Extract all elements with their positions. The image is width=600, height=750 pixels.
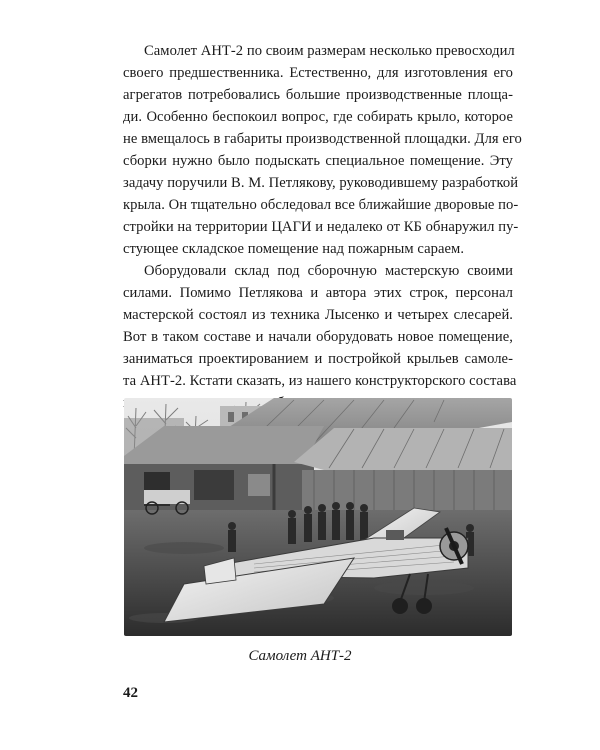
person [360, 504, 368, 540]
shed-door [194, 470, 234, 500]
person [332, 502, 340, 540]
hangar-roof [294, 428, 512, 470]
text-line: агрегатов потребовались большие производственные площа- [123, 87, 513, 103]
text-line: своего предшественника. Естественно, для изготовления его [123, 65, 513, 81]
person [346, 502, 354, 540]
text-line: крыла. Он тщательно обследовал все ближайшие дворовые по- [123, 197, 519, 213]
window [228, 412, 234, 422]
text-line: сборки нужно было подыскать специальное помещение. Эту [123, 153, 513, 169]
aircraft-photo [124, 398, 512, 636]
page-number: 42 [123, 685, 138, 701]
wheel [392, 598, 408, 614]
wheel [416, 598, 432, 614]
text-line: ди. Особенно беспокоил вопрос, где собирать крыло, которое [123, 109, 513, 125]
person [288, 510, 296, 544]
text-line: задачу поручили В. М. Петлякову, руководившему разработкой [123, 175, 519, 191]
text-line: силами. Помимо Петлякова и автора этих строк, персонал [123, 285, 513, 301]
text-line: та АНТ-2. Кстати сказать, из нашего конструкторского состава [123, 373, 517, 389]
person [304, 506, 312, 542]
body-text [123, 40, 522, 414]
cockpit [386, 530, 404, 540]
photo-caption: Самолет АНТ-2 [248, 648, 352, 664]
text-line: не вмещалось в габариты производственной площадки. Для его [123, 131, 522, 147]
text-line: Самолет АНТ-2 по своим размерам несколько превосходил [144, 43, 515, 59]
text-line: заниматься проектированием и постройкой крыльев самоле- [123, 351, 513, 367]
person [318, 504, 326, 540]
shed-window [248, 474, 270, 496]
text-line: Оборудовали склад под сборочную мастерскую своими [144, 263, 513, 279]
text-line: стующее складское помещение над пожарным сараем. [123, 241, 465, 257]
person [228, 522, 236, 552]
text-line: Вот в таком составе и начали оборудовать новое помещение, [123, 329, 513, 345]
text-line: мастерской состоял из техника Лысенко и четырех слесарей. [123, 307, 513, 323]
text-line: стройки на территории ЦАГИ и недалеко от КБ обнаружил пу- [123, 219, 519, 235]
